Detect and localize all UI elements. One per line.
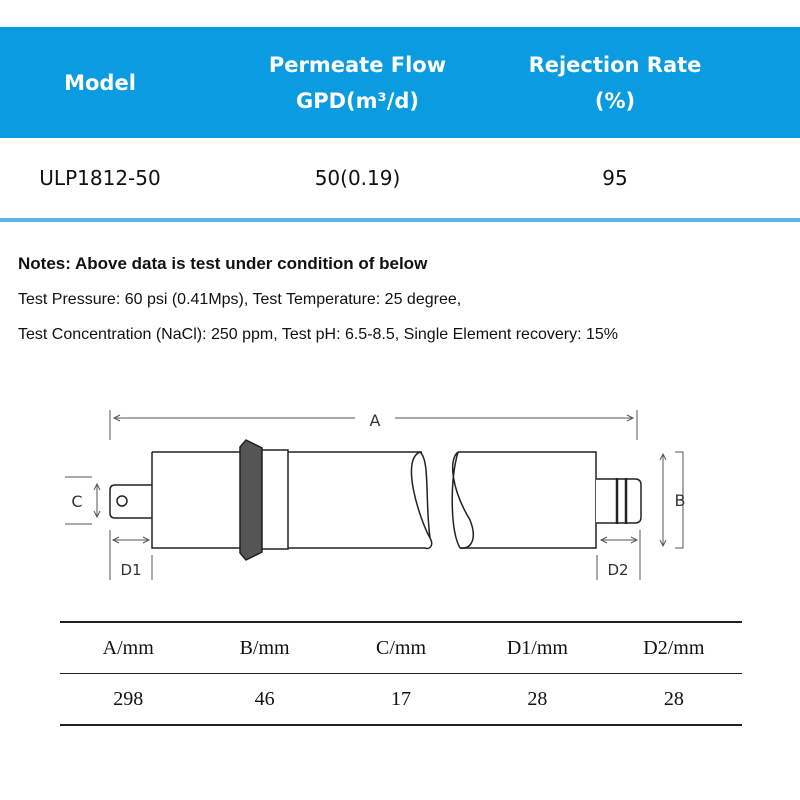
header-d2: D2/mm (643, 636, 705, 659)
divider (0, 218, 800, 222)
spec-table-header (0, 27, 800, 138)
right-connector (596, 479, 641, 523)
cell-model: ULP1812-50 (39, 166, 161, 190)
label-d2: D2 (607, 561, 629, 579)
membrane-element-diagram (0, 380, 800, 600)
table-row (60, 674, 742, 724)
spec-table (0, 27, 800, 222)
header-b: B/mm (239, 636, 290, 659)
value-c: 17 (391, 687, 412, 710)
header-rejection-rate: Rejection Rate (%) (528, 52, 702, 113)
dimensions-header-row (60, 623, 742, 674)
value-b: 46 (254, 687, 275, 710)
cell-rejection: 95 (602, 166, 628, 190)
label-d1: D1 (120, 561, 142, 579)
label-c: C (71, 492, 83, 511)
break-mark (411, 452, 473, 548)
value-d1: 28 (527, 687, 548, 710)
header-d1: D1/mm (506, 636, 568, 659)
cell-flow: 50(0.19) (314, 166, 401, 190)
dimensions-table (60, 621, 742, 726)
notes-line: Test Pressure: 60 psi (0.41Mps), Test Temperature: 25 degree, (18, 291, 462, 308)
brine-seal (240, 440, 262, 560)
header-a: A/mm (102, 636, 154, 659)
header-model: Model (64, 70, 136, 95)
table-row (0, 138, 800, 218)
notes-title: Notes: Above data is test under condition of below (18, 254, 428, 273)
value-d2: 28 (663, 687, 684, 710)
label-b: B (674, 491, 686, 510)
test-notes (18, 246, 618, 352)
label-a: A (369, 411, 381, 430)
header-c: C/mm (376, 636, 427, 659)
header-permeate-flow: Permeate Flow GPD(m³/d) (268, 52, 447, 113)
value-a: 298 (113, 687, 144, 710)
collar (262, 450, 288, 549)
tube-body-right (458, 452, 596, 548)
notes-line: Test Concentration (NaCl): 250 ppm, Test pH: 6.5-8.5, Single Element recovery: 15% (18, 326, 618, 343)
